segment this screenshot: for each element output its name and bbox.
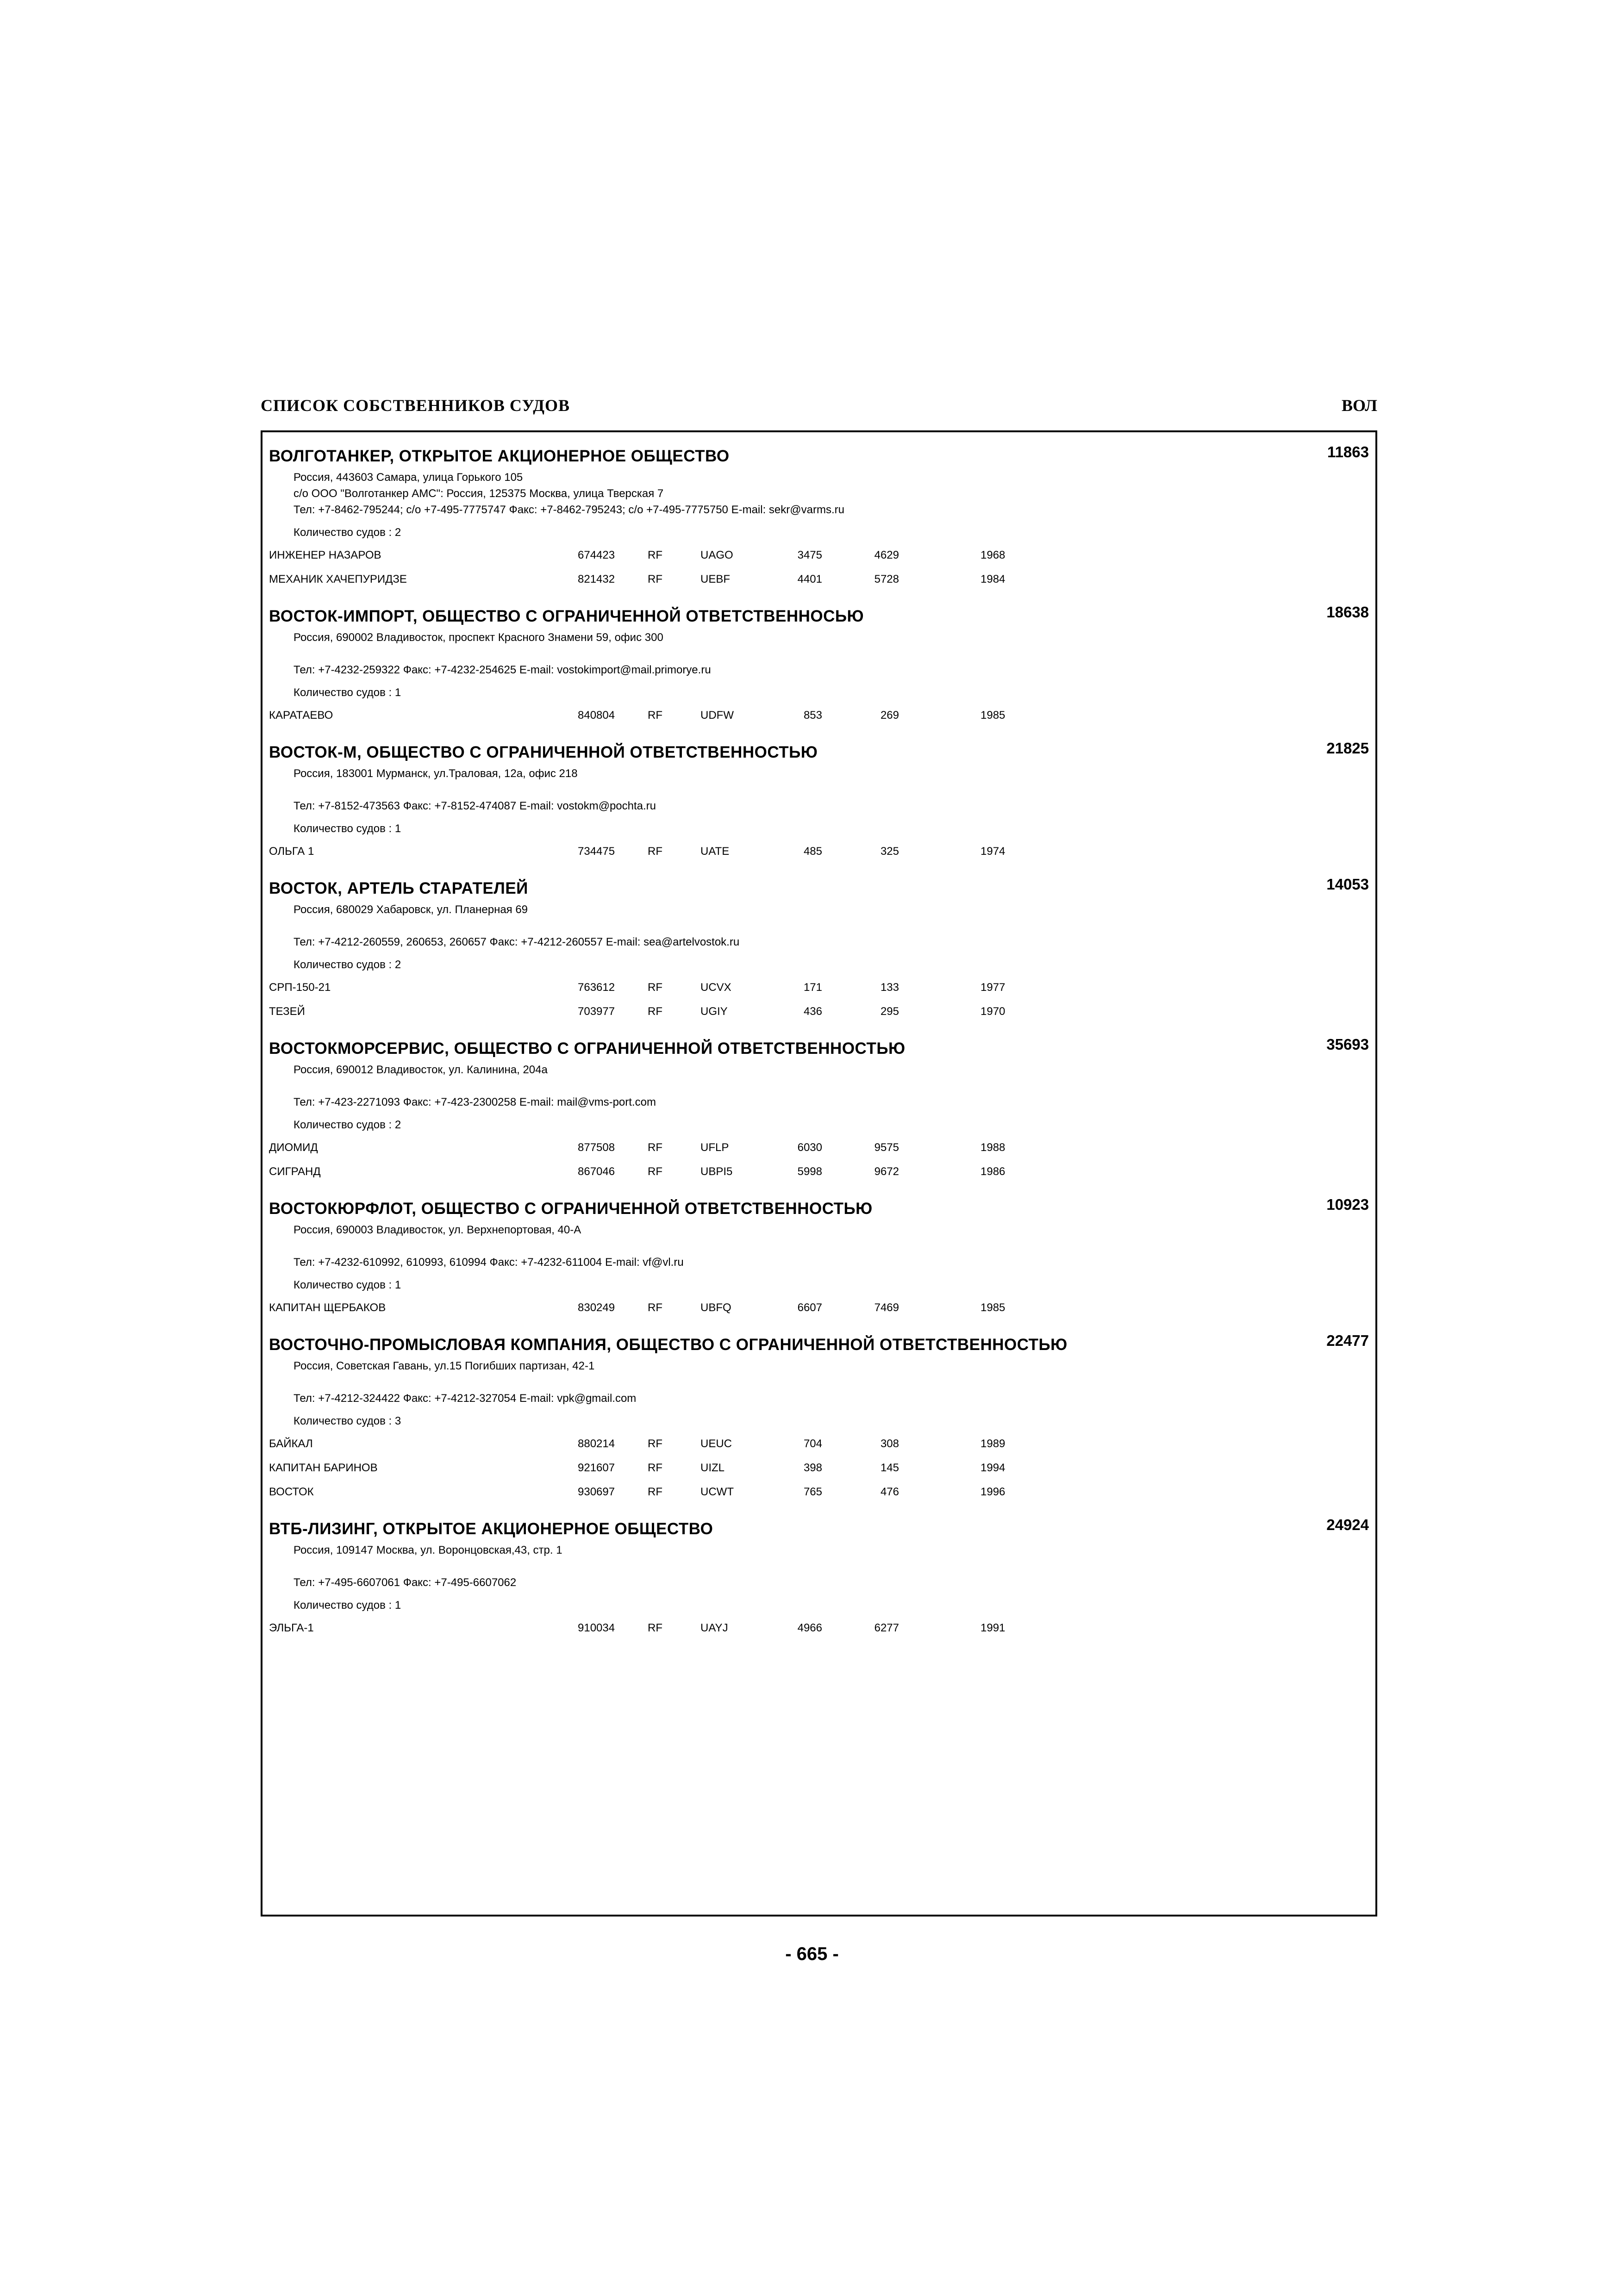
company-header bbox=[269, 1331, 1369, 1358]
vessel-imo: 867046 bbox=[578, 1165, 615, 1178]
vessel-year: 1974 bbox=[981, 845, 1006, 858]
vessel-year: 1977 bbox=[981, 981, 1006, 994]
vessel-flag: RF bbox=[648, 573, 662, 585]
vessel-flag: RF bbox=[648, 1437, 662, 1450]
vessel-count: Количество судов : 1 bbox=[294, 1599, 401, 1612]
vessel-deadweight: 7469 bbox=[874, 1301, 899, 1314]
company-entry bbox=[269, 1195, 1369, 1331]
vessel-flag: RF bbox=[648, 845, 662, 858]
vessel-flag: RF bbox=[648, 1486, 662, 1498]
vessel-row bbox=[269, 1617, 1369, 1641]
vessel-count: Количество судов : 2 bbox=[294, 1119, 401, 1131]
company-address: Россия, 443603 Самара, улица Горького 105 bbox=[294, 471, 523, 484]
vessel-deadweight: 325 bbox=[880, 845, 899, 858]
vessel-row bbox=[269, 1481, 1369, 1505]
vessel-name: ДИОМИД bbox=[269, 1141, 318, 1154]
vessel-callsign: UBPI5 bbox=[700, 1165, 733, 1178]
vessel-name: ТЕЗЕЙ bbox=[269, 1005, 305, 1018]
vessel-row bbox=[269, 704, 1369, 728]
vessel-flag: RF bbox=[648, 1301, 662, 1314]
company-name: ВОСТОКМОРСЕРВИС, ОБЩЕСТВО С ОГРАНИЧЕННОЙ ОТВЕТСТВЕННОСТЬЮ bbox=[269, 1039, 906, 1058]
vessel-callsign: UEUC bbox=[700, 1437, 732, 1450]
company-address: c/o ООО "Волготанкер АМС": Россия, 125375 Москва, улица Тверская 7 bbox=[294, 487, 664, 500]
vessel-imo: 877508 bbox=[578, 1141, 615, 1154]
vessel-count: Количество судов : 2 bbox=[294, 958, 401, 971]
vessel-year: 1968 bbox=[981, 549, 1006, 561]
company-contacts: Тел: +7-4212-324422 Факс: +7-4212-327054 E-mail: vpk@gmail.com bbox=[294, 1392, 637, 1405]
company-contacts: Тел: +7-495-6607061 Факс: +7-495-6607062 bbox=[294, 1576, 517, 1589]
vessel-deadweight: 269 bbox=[880, 709, 899, 722]
vessel-callsign: UDFW bbox=[700, 709, 734, 722]
company-contacts: Тел: +7-4232-259322 Факс: +7-4232-254625 E-mail: vostokimport@mail.primorye.ru bbox=[294, 664, 711, 676]
vessel-imo: 910034 bbox=[578, 1622, 615, 1634]
company-name: ВОСТОК, АРТЕЛЬ СТАРАТЕЛЕЙ bbox=[269, 879, 528, 897]
content-frame bbox=[261, 430, 1377, 1916]
vessel-year: 1985 bbox=[981, 709, 1006, 722]
vessel-row bbox=[269, 1457, 1369, 1481]
company-reg-number: 10923 bbox=[1326, 1196, 1369, 1213]
vessel-year: 1996 bbox=[981, 1486, 1006, 1498]
vessel-name: КАПИТАН БАРИНОВ bbox=[269, 1462, 378, 1474]
company-address: Россия, 690002 Владивосток, проспект Красного Знамени 59, офис 300 bbox=[294, 631, 663, 644]
company-reg-number: 35693 bbox=[1326, 1036, 1369, 1053]
entry-spacer bbox=[269, 728, 1369, 739]
vessel-deadweight: 308 bbox=[880, 1437, 899, 1450]
vessel-gross-tonnage: 6030 bbox=[797, 1141, 822, 1154]
vessel-imo: 674423 bbox=[578, 549, 615, 561]
entry-spacer bbox=[269, 865, 1369, 875]
vessel-year: 1986 bbox=[981, 1165, 1006, 1178]
vessel-count: Количество судов : 2 bbox=[294, 526, 401, 539]
vessel-deadweight: 4629 bbox=[874, 549, 899, 561]
vessel-gross-tonnage: 5998 bbox=[797, 1165, 822, 1178]
company-name: ВОСТОКЮРФЛОТ, ОБЩЕСТВО С ОГРАНИЧЕННОЙ ОТВЕТСТВЕННОСТЬЮ bbox=[269, 1200, 873, 1218]
vessel-imo: 840804 bbox=[578, 709, 615, 722]
vessel-deadweight: 5728 bbox=[874, 573, 899, 585]
vessel-count: Количество судов : 3 bbox=[294, 1415, 401, 1427]
vessel-row bbox=[269, 840, 1369, 865]
vessel-deadweight: 133 bbox=[880, 981, 899, 994]
vessel-row bbox=[269, 544, 1369, 568]
company-address bbox=[269, 918, 1369, 934]
company-header bbox=[269, 1515, 1369, 1542]
vessel-name: КАПИТАН ЩЕРБАКОВ bbox=[269, 1301, 386, 1314]
vessel-imo: 921607 bbox=[578, 1462, 615, 1474]
vessel-flag: RF bbox=[648, 1005, 662, 1018]
vessel-flag: RF bbox=[648, 549, 662, 561]
vessel-callsign: UCWT bbox=[700, 1486, 734, 1498]
company-entry bbox=[269, 603, 1369, 739]
company-name: ВОСТОК-М, ОБЩЕСТВО С ОГРАНИЧЕННОЙ ОТВЕТСТВЕННОСТЬЮ bbox=[269, 743, 818, 761]
vessel-name: СИГРАНД bbox=[269, 1165, 321, 1178]
vessel-count: Количество судов : 1 bbox=[294, 822, 401, 835]
vessel-row bbox=[269, 568, 1369, 592]
company-contacts: Тел: +7-4212-260559, 260653, 260657 Факс: +7-4212-260557 E-mail: sea@artelvostok.ru bbox=[294, 936, 740, 948]
vessel-deadweight: 9672 bbox=[874, 1165, 899, 1178]
vessel-imo: 734475 bbox=[578, 845, 615, 858]
company-contacts: Тел: +7-8462-795244; c/o +7-495-7775747 Факс: +7-8462-795243; c/o +7-495-7775750 E-mail: sekr@varms.ru bbox=[294, 504, 844, 516]
vessel-flag: RF bbox=[648, 1141, 662, 1154]
vessel-gross-tonnage: 436 bbox=[803, 1005, 822, 1018]
vessel-count: Количество судов : 1 bbox=[294, 686, 401, 699]
vessel-callsign: UGIY bbox=[700, 1005, 728, 1018]
vessel-gross-tonnage: 4966 bbox=[797, 1622, 822, 1634]
vessel-callsign: UBFQ bbox=[700, 1301, 731, 1314]
vessel-callsign: UCVX bbox=[700, 981, 731, 994]
company-address bbox=[269, 782, 1369, 798]
entry-spacer bbox=[269, 1025, 1369, 1035]
company-reg-number: 18638 bbox=[1326, 604, 1369, 621]
vessel-row bbox=[269, 1297, 1369, 1321]
vessel-flag: RF bbox=[648, 709, 662, 722]
company-reg-number: 11863 bbox=[1327, 443, 1369, 460]
vessel-gross-tonnage: 3475 bbox=[797, 549, 822, 561]
vessel-row bbox=[269, 1137, 1369, 1161]
vessel-row bbox=[269, 1001, 1369, 1025]
vessel-imo: 821432 bbox=[578, 573, 615, 585]
vessel-flag: RF bbox=[648, 981, 662, 994]
vessel-callsign: UEBF bbox=[700, 573, 731, 585]
company-entry bbox=[269, 739, 1369, 875]
vessel-imo: 930697 bbox=[578, 1486, 615, 1498]
company-address bbox=[269, 1078, 1369, 1094]
page-header bbox=[261, 396, 1377, 423]
company-address: Россия, 680029 Хабаровск, ул. Планерная 69 bbox=[294, 903, 528, 916]
vessel-year: 1994 bbox=[981, 1462, 1006, 1474]
entry-spacer bbox=[269, 592, 1369, 603]
company-address: Россия, 183001 Мурманск, ул.Траловая, 12а, офис 218 bbox=[294, 767, 578, 780]
company-header bbox=[269, 875, 1369, 902]
vessel-deadweight: 6277 bbox=[874, 1622, 899, 1634]
vessel-imo: 830249 bbox=[578, 1301, 615, 1314]
company-entry bbox=[269, 1331, 1369, 1515]
vessel-count: Количество судов : 1 bbox=[294, 1279, 401, 1291]
company-header bbox=[269, 442, 1369, 469]
company-entry bbox=[269, 1515, 1369, 1651]
company-contacts: Тел: +7-423-2271093 Факс: +7-423-2300258 E-mail: mail@vms-port.com bbox=[294, 1096, 656, 1108]
company-reg-number: 22477 bbox=[1326, 1332, 1369, 1349]
vessel-name: СРП-150-21 bbox=[269, 981, 331, 994]
entry-spacer bbox=[269, 1505, 1369, 1515]
vessel-row bbox=[269, 1433, 1369, 1457]
vessel-deadweight: 9575 bbox=[874, 1141, 899, 1154]
vessel-imo: 763612 bbox=[578, 981, 615, 994]
company-address bbox=[269, 1238, 1369, 1254]
page-title: СПИСОК СОБСТВЕННИКОВ СУДОВ bbox=[261, 396, 570, 415]
entry-spacer bbox=[269, 1641, 1369, 1651]
vessel-name: БАЙКАЛ bbox=[269, 1437, 313, 1450]
vessel-flag: RF bbox=[648, 1462, 662, 1474]
vessel-imo: 703977 bbox=[578, 1005, 615, 1018]
company-name: ВОЛГОТАНКЕР, ОТКРЫТОЕ АКЦИОНЕРНОЕ ОБЩЕСТВО bbox=[269, 447, 730, 465]
vessel-gross-tonnage: 4401 bbox=[797, 573, 822, 585]
vessel-year: 1988 bbox=[981, 1141, 1006, 1154]
vessel-flag: RF bbox=[648, 1622, 662, 1634]
company-address: Россия, Советская Гавань, ул.15 Погибших партизан, 42-1 bbox=[294, 1360, 595, 1372]
company-name: ВОСТОЧНО-ПРОМЫСЛОВАЯ КОМПАНИЯ, ОБЩЕСТВО С ОГРАНИЧЕННОЙ ОТВЕТСТВЕННОСТЬЮ bbox=[269, 1336, 1068, 1354]
vessel-name: ОЛЬГА 1 bbox=[269, 845, 314, 858]
vessel-callsign: UAGO bbox=[700, 549, 733, 561]
vessel-flag: RF bbox=[648, 1165, 662, 1178]
vessel-deadweight: 476 bbox=[880, 1486, 899, 1498]
vessel-imo: 880214 bbox=[578, 1437, 615, 1450]
company-entry bbox=[269, 442, 1369, 603]
entry-spacer bbox=[269, 1185, 1369, 1195]
company-contacts: Тел: +7-8152-473563 Факс: +7-8152-474087 E-mail: vostokm@pochta.ru bbox=[294, 800, 656, 812]
company-entry bbox=[269, 1035, 1369, 1195]
page-number: - 665 - bbox=[785, 1944, 839, 1964]
vessel-gross-tonnage: 6607 bbox=[797, 1301, 822, 1314]
company-header bbox=[269, 603, 1369, 629]
vessel-gross-tonnage: 398 bbox=[803, 1462, 822, 1474]
company-name: ВОСТОК-ИМПОРТ, ОБЩЕСТВО С ОГРАНИЧЕННОЙ ОТВЕТСТВЕННОСЬЮ bbox=[269, 607, 864, 625]
vessel-row bbox=[269, 1161, 1369, 1185]
vessel-year: 1989 bbox=[981, 1437, 1006, 1450]
company-header bbox=[269, 1195, 1369, 1222]
vessel-callsign: UIZL bbox=[700, 1462, 725, 1474]
vessel-name: ЭЛЬГА-1 bbox=[269, 1622, 314, 1634]
company-reg-number: 14053 bbox=[1326, 876, 1369, 893]
vessel-deadweight: 145 bbox=[880, 1462, 899, 1474]
vessel-gross-tonnage: 704 bbox=[803, 1437, 822, 1450]
vessel-gross-tonnage: 853 bbox=[803, 709, 822, 722]
company-address bbox=[269, 1374, 1369, 1390]
company-entry bbox=[269, 875, 1369, 1035]
company-address bbox=[269, 646, 1369, 662]
company-address: Россия, 109147 Москва, ул. Воронцовская,43, стр. 1 bbox=[294, 1544, 562, 1556]
vessel-callsign: UAYJ bbox=[700, 1622, 728, 1634]
company-reg-number: 24924 bbox=[1326, 1516, 1369, 1533]
company-name: ВТБ-ЛИЗИНГ, ОТКРЫТОЕ АКЦИОНЕРНОЕ ОБЩЕСТВО bbox=[269, 1520, 713, 1538]
vessel-year: 1970 bbox=[981, 1005, 1006, 1018]
company-list bbox=[269, 442, 1369, 1651]
vessel-row bbox=[269, 977, 1369, 1001]
company-address bbox=[269, 1558, 1369, 1574]
vessel-name: ИНЖЕНЕР НАЗАРОВ bbox=[269, 549, 381, 561]
vessel-callsign: UFLP bbox=[700, 1141, 729, 1154]
vessel-year: 1985 bbox=[981, 1301, 1006, 1314]
company-header bbox=[269, 1035, 1369, 1062]
vessel-name: КАРАТАЕВО bbox=[269, 709, 333, 722]
entry-spacer bbox=[269, 1321, 1369, 1331]
company-header bbox=[269, 739, 1369, 765]
section-code: ВОЛ bbox=[1341, 396, 1377, 415]
vessel-year: 1991 bbox=[981, 1622, 1006, 1634]
vessel-deadweight: 295 bbox=[880, 1005, 899, 1018]
company-address: Россия, 690012 Владивосток, ул. Калинина, 204а bbox=[294, 1064, 548, 1076]
vessel-name: ВОСТОК bbox=[269, 1486, 314, 1498]
company-contacts: Тел: +7-4232-610992, 610993, 610994 Факс: +7-4232-611004 E-mail: vf@vl.ru bbox=[294, 1256, 684, 1269]
vessel-name: МЕХАНИК ХАЧЕПУРИДЗЕ bbox=[269, 573, 407, 585]
vessel-gross-tonnage: 171 bbox=[803, 981, 822, 994]
vessel-gross-tonnage: 765 bbox=[803, 1486, 822, 1498]
company-reg-number: 21825 bbox=[1326, 740, 1369, 757]
vessel-callsign: UATE bbox=[700, 845, 730, 858]
vessel-gross-tonnage: 485 bbox=[803, 845, 822, 858]
vessel-year: 1984 bbox=[981, 573, 1006, 585]
company-address: Россия, 690003 Владивосток, ул. Верхнепортовая, 40-А bbox=[294, 1224, 581, 1236]
